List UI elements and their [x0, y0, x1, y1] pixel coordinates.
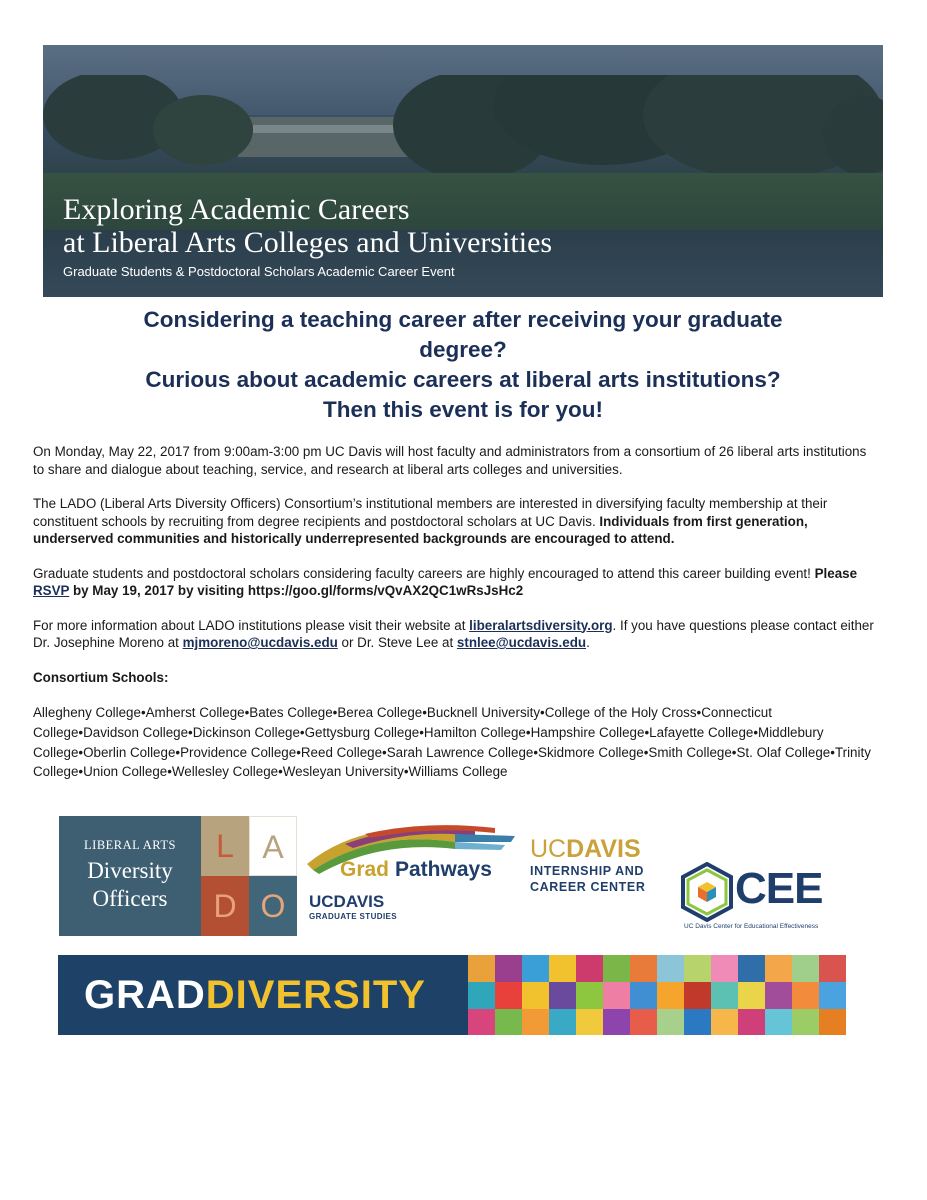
lado-line3: Officers [92, 886, 168, 911]
gradpathways-word1: Grad [340, 858, 390, 881]
hero-title [63, 193, 552, 259]
paragraph-lado [33, 495, 878, 548]
headline-line2: degree? [419, 337, 507, 362]
website-link[interactable]: liberalartsdiversity.org [469, 617, 613, 633]
hero-title-line1: Exploring Academic Careers [63, 193, 410, 226]
body-text [33, 443, 878, 799]
rsvp-bold-post: by May 19, 2017 by visiting https://goo.gl/forms/vQvAX2QC1wRsJsHc2 [69, 583, 524, 598]
gradpathways-ucdavis: UCDAVIS [309, 892, 385, 911]
contact-end: . [586, 635, 590, 650]
email-lee-link[interactable]: stnlee@ucdavis.edu [456, 635, 587, 650]
contact-mid: . If you have questions please contact either Dr. Josephine Moreno at [33, 617, 874, 650]
icc-ucdavis [530, 835, 680, 863]
graddiversity-part1: GRAD [84, 973, 206, 1017]
cee-word: CEE [735, 864, 823, 913]
internship-career-center-logo [530, 835, 680, 895]
lado-logo-text-panel [59, 816, 201, 936]
email-moreno-link[interactable]: mjmoreno@ucdavis.edu [182, 635, 338, 650]
rsvp-bold-pre: Please [814, 565, 858, 581]
gradpathways-logo [305, 822, 520, 922]
lado-line1: LIBERAL ARTS [84, 838, 176, 852]
hero-overlay [43, 45, 883, 297]
hero-title-line2: at Liberal Arts Colleges and Universities [63, 226, 553, 259]
gradpathways-subtitle: GRADUATE STUDIES [309, 912, 398, 921]
graddiversity-banner [58, 955, 846, 1035]
graddiversity-wordmark [84, 973, 426, 1018]
headline-line1: Considering a teaching career after receiving your graduate [143, 307, 783, 332]
lado-bold-text: Individuals from first generation, underserved communities and historically underrepresented backgrounds are encouraged to attend. [33, 513, 808, 546]
headline-line3: Curious about academic careers at liberal arts institutions? [145, 367, 781, 392]
lado-tile-o: O [249, 876, 297, 936]
lado-tile-d: D [201, 876, 249, 936]
lado-logo [59, 816, 297, 936]
hero-subtitle: Graduate Students & Postdoctoral Scholars Academic Career Event [63, 264, 455, 279]
cee-hexagon-icon [680, 862, 734, 922]
headline [40, 305, 886, 425]
paragraph-contact [33, 617, 878, 652]
graddiversity-mosaic [468, 955, 846, 1035]
paragraph-event-details: On Monday, May 22, 2017 from 9:00am-3:00 pm UC Davis will host faculty and administrators from a consortium of 26 liberal arts institutions to share and dialogue about teaching, service, and research at liberal arts colleges and universities. [33, 444, 867, 477]
icc-uc: UC [530, 835, 567, 863]
cee-caption: UC Davis Center for Educational Effectiveness [684, 923, 819, 930]
gradpathways-word2: Pathways [395, 858, 492, 881]
hero-banner [43, 45, 883, 297]
graddiversity-part2: DIVERSITY [205, 973, 426, 1017]
contact-mid2: or Dr. Steve Lee at [337, 635, 457, 650]
lado-tile-l: L [201, 816, 249, 876]
headline-line4: Then this event is for you! [322, 397, 604, 422]
rsvp-link[interactable]: RSVP [33, 583, 70, 598]
icc-line2: CAREER CENTER [530, 880, 646, 894]
schools-title: Consortium Schools: [33, 669, 169, 685]
lado-line2: Diversity [87, 858, 173, 883]
rsvp-text: Graduate students and postdoctoral scholars considering faculty careers are highly encouraged to attend this career building event! [33, 565, 815, 581]
schools-list: Allegheny College•Amherst College•Bates College•Berea College•Bucknell University•College of the Holy Cross•Connecticut College•Davidson College•Dickinson College•Gettysburg College•Hamilton College•Hampshire College•Lafayette College•Middlebury College•Oberlin College•Providence College•Reed College•Sarah Lawrence College•Skidmore College•Smith College•St. Olaf College•Trinity College•Union College•Wellesley College•Wesleyan University•Williams College [33, 705, 871, 780]
lado-tile-a: A [249, 816, 297, 876]
paragraph-rsvp [33, 565, 878, 600]
cee-logo [680, 860, 840, 932]
icc-davis: DAVIS [566, 835, 641, 863]
lado-text: The LADO (Liberal Arts Diversity Officers) Consortium’s institutional members are interested in diversifying faculty membership at their constituent schools by recruiting from degree recipients and postdoctoral scholars at UC Davis. [33, 496, 828, 529]
icc-line1: INTERNSHIP AND [530, 864, 644, 878]
contact-pre: For more information about LADO institutions please visit their website at [33, 617, 470, 633]
